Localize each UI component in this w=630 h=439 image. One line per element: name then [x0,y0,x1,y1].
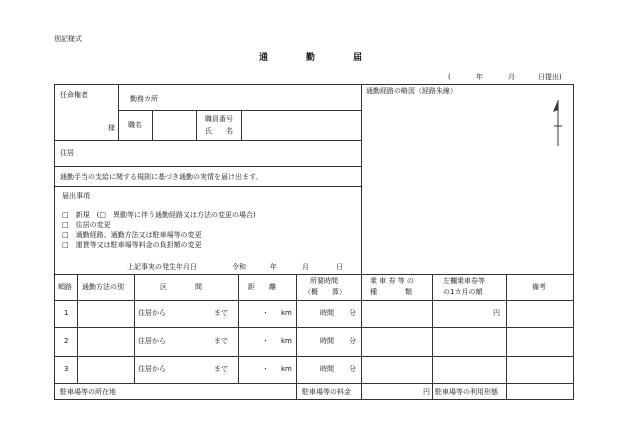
row-3-dot: ・ [262,365,269,373]
col-5 [361,274,362,400]
sama-label: 様 [108,124,115,132]
line-row-table [54,274,574,275]
line-staffno-right [241,110,242,140]
line-row-2 [54,140,361,141]
line-staffno-left [196,110,197,140]
date-year: 年 [476,73,483,81]
occurrence-month: 月 [302,263,309,271]
title-char-3: 届 [353,53,363,63]
notice-text: 通勤手当の支給に関する規則に基づき通勤の実情を届け出ます。 [60,173,263,181]
col-3 [238,274,239,383]
line-jobtitle-left [152,110,153,140]
row-3-min: 分 [349,365,356,373]
row-1-min: 分 [349,309,356,317]
header-method: 通勤方法の別 [82,283,124,291]
north-arrow-icon [551,98,565,148]
header-time-1: 所要時間 [310,277,338,285]
staff-no-label: 職員番号 [205,115,233,123]
row-2-time: 時間 [320,337,334,345]
row-3-no: 3 [64,365,69,373]
line-workplace-left [118,84,119,140]
row-2-no: 2 [64,337,69,345]
appointer-label: 任命権者 [60,91,88,99]
row-2-from: 住居から [138,337,166,345]
form-label: 別記様式 [54,35,82,43]
col-1 [77,274,78,383]
map-label: 通勤経路の略図（経路朱線） [366,87,457,95]
items-heading: 届出事項 [62,192,90,200]
header-amount-2: の1カ月の額 [443,288,483,296]
date-day-submitted: 日提出) [538,73,562,81]
row-2-km: km [281,337,292,345]
row-1-dot: ・ [262,309,269,317]
row-1-km: km [281,309,292,317]
parking-place-label: 駐車場等の所在地 [60,388,116,396]
col-7 [506,274,507,400]
workplace-label: 勤務カ所 [130,95,158,103]
row-3-to: まで [214,365,228,373]
row-2-to: まで [214,337,228,345]
header-distance: 距 離 [248,283,276,291]
col-2 [134,274,135,383]
table-row-3-bottom [54,383,574,384]
occurrence-day: 日 [336,263,343,271]
header-route: 順路 [58,283,72,291]
occurrence-label: 上記事実の発生年月日 [127,263,197,271]
table-row-1-bottom [54,327,574,328]
row-1-no: 1 [64,309,69,317]
parking-fee-yen: 円 [423,388,430,396]
table-row-2-bottom [54,356,574,357]
row-1-to: まで [214,309,228,317]
row-1-yen: 円 [493,309,500,317]
name-label: 氏 名 [205,127,233,135]
item-residence-change[interactable]: □ 住居の変更 [62,221,111,229]
row-2-dot: ・ [262,337,269,345]
line-row-4 [54,186,361,187]
row-3-km: km [281,365,292,373]
map-divider [361,84,362,274]
row-3-time: 時間 [320,365,334,373]
header-time-2: （概 算） [304,288,346,296]
occurrence-year: 年 [270,263,277,271]
item-new[interactable]: □ 新規 (□ 異動等に伴う通勤経路又は方法の変更の場合) [62,211,256,219]
item-route-change[interactable]: □ 通勤経路、通勤方法又は駐車場等の変更 [62,231,202,239]
header-amount-1: 左欄乗車券等 [443,277,485,285]
job-title-label: 職名 [128,121,142,129]
parking-fee-label: 駐車場等の料金 [302,388,351,396]
table-header-bottom [54,300,574,301]
title-char-2: 勤 [306,53,316,63]
row-1-from: 住居から [138,309,166,317]
header-section: 区 間 [160,283,202,291]
row-2-min: 分 [349,337,356,345]
row-1-time: 時間 [320,309,334,317]
header-ticket-1: 乗 車 券 等 の [370,277,414,285]
residence-label: 住居 [60,149,74,157]
date-paren: ( [448,73,451,81]
line-row-1 [118,110,361,111]
col-6 [432,274,433,400]
header-remarks: 備考 [532,283,546,291]
line-row-3 [54,166,361,167]
header-ticket-2: 種 類 [370,288,412,296]
col-4 [296,274,297,400]
occurrence-era: 令和 [232,263,246,271]
title-char-1: 通 [259,53,269,63]
parking-use-label: 駐車場等の利用形態 [435,388,498,396]
row-3-from: 住居から [138,365,166,373]
date-month: 月 [508,73,515,81]
item-fare-change[interactable]: □ 運賃等又は駐車場等料金の負担額の変更 [62,241,202,249]
